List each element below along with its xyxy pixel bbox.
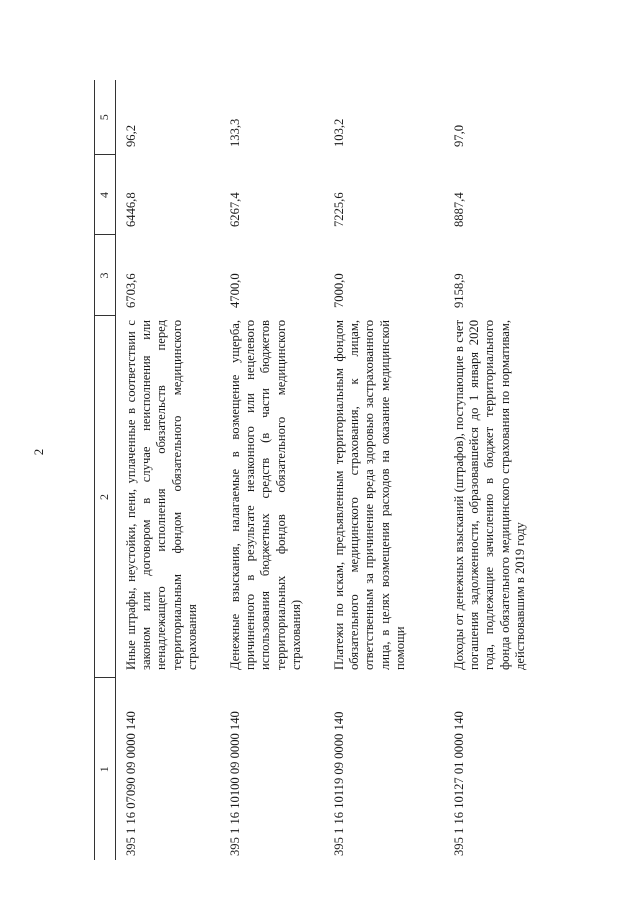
header-col-1: 1	[95, 678, 116, 860]
table-header-row	[95, 80, 116, 860]
income-description: Денежные взыскания, налагаемые в возмещение ущерба, причиненного в результате незаконного или нецелевого использования бюджетных средств (в части бюджетов территориальных фондов обязательного медицинского страхования)	[228, 320, 303, 670]
value-col-4: 8887,4	[452, 192, 466, 227]
value-col-4: 7225,6	[332, 192, 346, 227]
header-col-3: 3	[95, 235, 116, 316]
table-row	[116, 80, 221, 860]
income-description: Иные штрафы, неустойки, пени, уплаченные в соответствии с законом или договором в случае неисполнения или ненадлежащего исполнения обязательств перед территориальным фондом обязательного медицинского страхования	[124, 320, 199, 670]
value-col-4: 6446,8	[124, 192, 138, 227]
income-description: Доходы от денежных взысканий (штрафов), поступающие в счет погашения задолженности, образовавшейся до 1 января 2020 года, подлежащие зачислению в бюджет территориального фонда обязательного медицинского страхования по нормативам, действовавшим в 2019 году	[452, 320, 527, 670]
value-col-5: 103,2	[332, 118, 346, 147]
budget-code: 395 1 16 07090 09 0000 140	[124, 711, 138, 856]
rotated-table-container	[94, 80, 609, 860]
page-number: 2	[31, 448, 46, 456]
value-col-3: 6703,6	[124, 273, 138, 308]
value-col-5: 96,2	[124, 124, 138, 147]
budget-code: 395 1 16 10127 01 0000 140	[452, 711, 466, 856]
header-col-4: 4	[95, 155, 116, 235]
budget-income-table	[94, 80, 578, 860]
value-col-5: 97,0	[452, 124, 466, 147]
value-col-3: 9158,9	[452, 273, 466, 308]
value-col-3: 7000,0	[332, 273, 346, 308]
budget-code: 395 1 16 10119 09 0000 140	[332, 711, 346, 856]
budget-code: 395 1 16 10100 09 0000 140	[228, 711, 242, 856]
income-description: Платежи по искам, предъявленным территориальным фондом обязательного медицинского страхования, к лицам, ответственным за причинение вреда здоровью застрахованного лица, в целях возмещения расходов на оказание медицинской помощи	[332, 320, 407, 670]
value-col-5: 133,3	[228, 118, 242, 147]
value-col-3: 4700,0	[228, 273, 242, 308]
table-row	[324, 80, 444, 860]
table-row	[444, 80, 578, 860]
header-col-5: 5	[95, 80, 116, 155]
value-col-4: 6267,4	[228, 192, 242, 227]
header-col-2: 2	[95, 316, 116, 678]
table-row	[220, 80, 324, 860]
